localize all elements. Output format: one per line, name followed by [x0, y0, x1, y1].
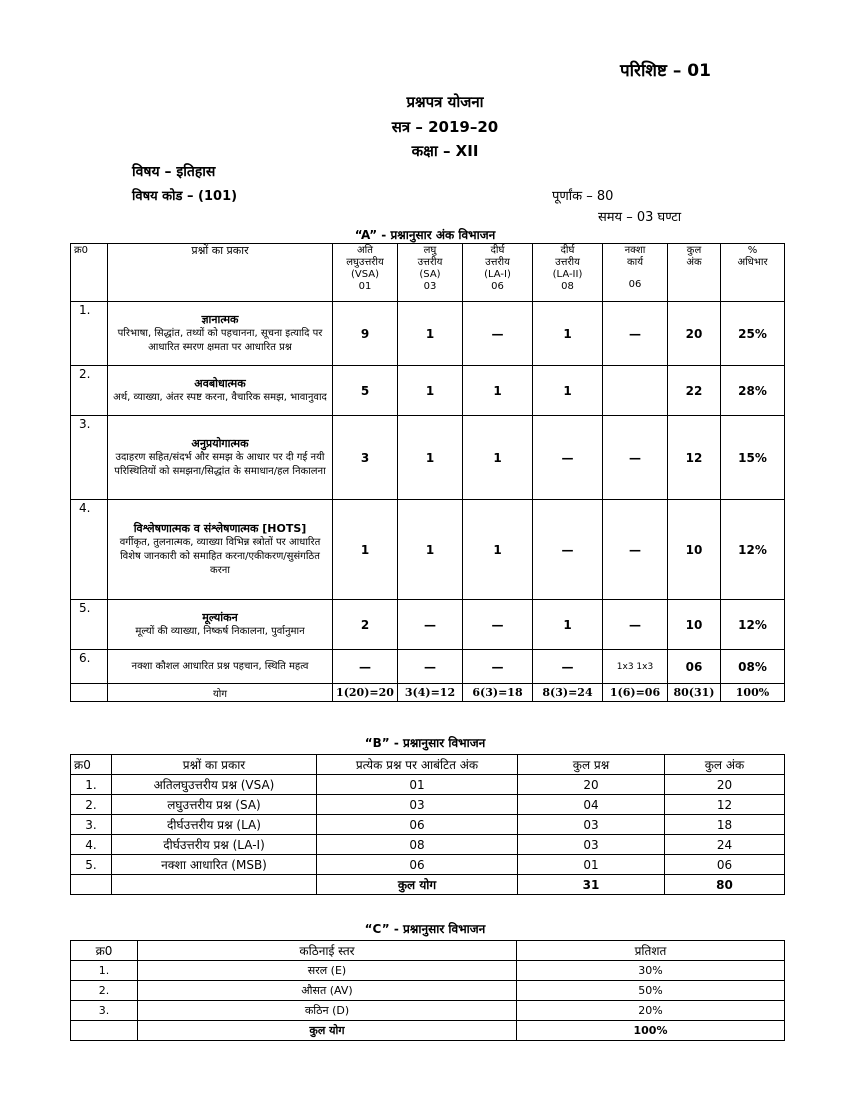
table-row	[71, 1001, 785, 1021]
cell-total: 10	[668, 600, 721, 650]
cell-la2: —	[533, 650, 603, 684]
cell-weightage: 25%	[721, 302, 785, 366]
row-type-title: अनुप्रयोगात्मक	[191, 436, 249, 450]
row-type	[108, 650, 333, 684]
cell-map: —	[603, 302, 668, 366]
subject-code-label: विषय कोड – (101)	[132, 189, 238, 204]
col-total	[668, 244, 721, 302]
section-a-table	[70, 243, 785, 702]
row-count: 03	[518, 815, 665, 835]
col-la1-l3: (LA-I)	[484, 269, 511, 280]
col-total-l2: अंक	[686, 257, 702, 268]
total-label: योग	[108, 684, 333, 702]
cell-la1: —	[463, 600, 533, 650]
table-row	[71, 650, 785, 684]
row-type	[108, 600, 333, 650]
row-type-desc: नक्शा कौशल आधारित प्रश्न पहचान, स्थिति महत्व	[131, 660, 309, 672]
row-sno: 1.	[71, 961, 138, 981]
appendix-label: परिशिष्ट – 01	[620, 61, 711, 81]
row-type	[108, 302, 333, 366]
row-total: 12	[665, 795, 785, 815]
cell-weightage: 08%	[721, 650, 785, 684]
row-total: 24	[665, 835, 785, 855]
cell-vsa: 3	[333, 416, 398, 500]
table-row	[71, 500, 785, 600]
col-vsa-l3: (VSA)	[350, 269, 380, 280]
col-pct-l1: %	[747, 245, 758, 256]
row-sno: 1.	[71, 302, 108, 366]
cell-map: —	[603, 600, 668, 650]
row-type: नक्शा आधारित (MSB)	[112, 855, 317, 875]
row-type-title: अवबोधात्मक	[194, 376, 246, 390]
cell-map: 1x3 1x3	[603, 650, 668, 684]
document-title: प्रश्नपत्र योजना	[406, 93, 484, 111]
row-sno: 5.	[71, 600, 108, 650]
row-sno: 2.	[71, 795, 112, 815]
total-map: 1(6)=06	[603, 684, 668, 702]
col-sno: क्र0	[71, 755, 112, 775]
full-marks-label: पूर्णांक – 80	[552, 189, 614, 204]
col-total-marks: कुल अंक	[665, 755, 785, 775]
cell-la2: —	[533, 500, 603, 600]
row-type: दीर्घउत्तरीय प्रश्न (LA-I)	[112, 835, 317, 855]
table-row	[71, 815, 785, 835]
col-vsa-l1: अति	[357, 245, 373, 256]
row-type	[108, 366, 333, 416]
row-sno: 1.	[71, 775, 112, 795]
section-b-table	[70, 754, 785, 895]
col-sno: क्र0	[71, 941, 138, 961]
table-row	[71, 366, 785, 416]
table-header-row	[71, 941, 785, 961]
col-la2-l3: (LA-II)	[552, 269, 583, 280]
col-total-l1: कुल	[686, 245, 702, 256]
table-row	[71, 600, 785, 650]
cell-map	[603, 366, 668, 416]
cell-sa: 1	[398, 366, 463, 416]
table-row	[71, 775, 785, 795]
col-vsa-l2: लघुउत्तरीय	[346, 257, 384, 268]
row-sno: 2.	[71, 366, 108, 416]
cell-sa: —	[398, 650, 463, 684]
cell-vsa: —	[333, 650, 398, 684]
cell-map: —	[603, 416, 668, 500]
subject-label: विषय – इतिहास	[132, 164, 216, 180]
row-count: 03	[518, 835, 665, 855]
row-count: 20	[518, 775, 665, 795]
row-count: 01	[518, 855, 665, 875]
total-type	[112, 875, 317, 895]
col-la2	[533, 244, 603, 302]
section-b-caption: “B” - प्रश्नानुसार विभाजन	[364, 736, 486, 750]
row-pct: 30%	[517, 961, 785, 981]
col-sno: क्र0	[71, 244, 108, 302]
col-percentage: प्रतिशत	[517, 941, 785, 961]
row-total: 20	[665, 775, 785, 795]
class-label: कक्षा – XII	[411, 142, 479, 160]
total-label: कुल योग	[317, 875, 518, 895]
row-type-desc: मूल्यों की व्याख्या, निष्कर्ष निकालना, पुर्वानुमान	[135, 625, 305, 637]
total-marks: 80(31)	[668, 684, 721, 702]
table-row	[71, 835, 785, 855]
col-map	[603, 244, 668, 302]
total-row	[71, 1021, 785, 1041]
total-vsa: 1(20)=20	[333, 684, 398, 702]
row-type: दीर्घउत्तरीय प्रश्न (LA)	[112, 815, 317, 835]
col-map-l1: नक्शा	[624, 245, 646, 256]
cell-sa: 1	[398, 500, 463, 600]
cell-vsa: 1	[333, 500, 398, 600]
section-c-table	[70, 940, 785, 1041]
cell-la2: 1	[533, 366, 603, 416]
row-type-title: विश्लेषणात्मक व संश्लेषणात्मक [HOTS]	[133, 521, 307, 535]
row-sno: 3.	[71, 1001, 138, 1021]
total-sno	[71, 875, 112, 895]
row-sno: 2.	[71, 981, 138, 1001]
total-la2: 8(3)=24	[533, 684, 603, 702]
col-sa-l1: लघु	[423, 245, 437, 256]
table-header-row	[71, 244, 785, 302]
col-marks-each: प्रत्येक प्रश्न पर आबंटित अंक	[317, 755, 518, 775]
row-marks-each: 06	[317, 855, 518, 875]
col-vsa	[333, 244, 398, 302]
row-type: लघुउत्तरीय प्रश्न (SA)	[112, 795, 317, 815]
table-row	[71, 855, 785, 875]
cell-la1: 1	[463, 416, 533, 500]
col-sa-l4: 03	[423, 281, 437, 292]
col-pct-l2: अधिभार	[737, 257, 768, 268]
cell-la1: —	[463, 302, 533, 366]
row-type	[108, 500, 333, 600]
cell-weightage: 28%	[721, 366, 785, 416]
cell-sa: —	[398, 600, 463, 650]
cell-la1: 1	[463, 500, 533, 600]
row-level: कठिन (D)	[138, 1001, 517, 1021]
row-sno: 6.	[71, 650, 108, 684]
col-la2-l1: दीर्घ	[560, 245, 575, 256]
row-type-title: ज्ञानात्मक	[201, 312, 239, 326]
table-row	[71, 981, 785, 1001]
cell-vsa: 2	[333, 600, 398, 650]
col-la2-l4: 08	[561, 281, 574, 292]
row-total: 18	[665, 815, 785, 835]
row-marks-each: 03	[317, 795, 518, 815]
row-sno: 5.	[71, 855, 112, 875]
cell-total: 10	[668, 500, 721, 600]
row-marks-each: 06	[317, 815, 518, 835]
cell-vsa: 5	[333, 366, 398, 416]
col-vsa-l4: 01	[358, 281, 372, 292]
row-level: औसत (AV)	[138, 981, 517, 1001]
col-sa	[398, 244, 463, 302]
row-pct: 20%	[517, 1001, 785, 1021]
cell-la2: 1	[533, 600, 603, 650]
cell-weightage: 15%	[721, 416, 785, 500]
cell-total: 06	[668, 650, 721, 684]
total-row	[71, 684, 785, 702]
total-sa: 3(4)=12	[398, 684, 463, 702]
row-type: अतिलघुउत्तरीय प्रश्न (VSA)	[112, 775, 317, 795]
row-type	[108, 416, 333, 500]
table-header-row	[71, 755, 785, 775]
section-a-caption: “A” - प्रश्नानुसार अंक विभाजन	[354, 228, 496, 242]
row-sno: 4.	[71, 835, 112, 855]
col-question-type: प्रश्नों का प्रकार	[108, 244, 333, 302]
cell-total: 12	[668, 416, 721, 500]
col-difficulty-level: कठिनाई स्तर	[138, 941, 517, 961]
col-question-count: कुल प्रश्न	[518, 755, 665, 775]
table-row	[71, 302, 785, 366]
cell-total: 20	[668, 302, 721, 366]
total-pct: 100%	[517, 1021, 785, 1041]
col-la1	[463, 244, 533, 302]
row-count: 04	[518, 795, 665, 815]
table-row	[71, 961, 785, 981]
col-sa-l2: उत्तरीय	[417, 257, 443, 268]
cell-map: —	[603, 500, 668, 600]
row-type-desc: वर्गीकृत, तुलनात्मक, व्याख्या विभिन्न स्त्रोतों पर आधारित विशेष जानकारी को समाहित करना/एकीकरण/सुसंगठित करना	[119, 536, 321, 576]
total-weightage: 100%	[721, 684, 785, 702]
row-pct: 50%	[517, 981, 785, 1001]
row-total: 06	[665, 855, 785, 875]
table-row	[71, 416, 785, 500]
cell-la1: —	[463, 650, 533, 684]
cell-total: 22	[668, 366, 721, 416]
total-la1: 6(3)=18	[463, 684, 533, 702]
cell-weightage: 12%	[721, 500, 785, 600]
section-c-caption: “C” - प्रश्नानुसार विभाजन	[364, 922, 486, 936]
row-type-title: मूल्यांकन	[202, 610, 238, 624]
col-map-l2: कार्य	[626, 257, 644, 268]
cell-la2: 1	[533, 302, 603, 366]
col-sa-l3: (SA)	[419, 269, 441, 280]
session-label: सत्र – 2019–20	[391, 118, 499, 136]
total-sno	[71, 1021, 138, 1041]
row-marks-each: 01	[317, 775, 518, 795]
time-label: समय – 03 घण्टा	[598, 210, 682, 225]
total-row	[71, 875, 785, 895]
col-la2-l2: उत्तरीय	[555, 257, 580, 268]
row-type-desc: उदाहरण सहित/संदर्भ और समझ के आधार पर दी गई नयी परिस्थितियों को समझना/सिद्धांत के समाधान/हल निकालना	[114, 451, 326, 477]
total-count: 31	[518, 875, 665, 895]
col-la1-l4: 06	[491, 281, 504, 292]
row-type-desc: परिभाषा, सिद्धांत, तथ्यों को पहचानना, सूचना इत्यादि पर आधारित स्मरण क्षमता पर आधारित प्रश्न	[117, 327, 323, 353]
row-marks-each: 08	[317, 835, 518, 855]
row-sno: 3.	[71, 815, 112, 835]
col-weightage	[721, 244, 785, 302]
cell-la2: —	[533, 416, 603, 500]
col-la1-l2: उत्तरीय	[485, 257, 510, 268]
total-label: कुल योग	[138, 1021, 517, 1041]
col-map-l4: 06	[628, 279, 642, 290]
cell-vsa: 9	[333, 302, 398, 366]
col-question-type: प्रश्नों का प्रकार	[112, 755, 317, 775]
total-sno	[71, 684, 108, 702]
cell-sa: 1	[398, 302, 463, 366]
cell-la1: 1	[463, 366, 533, 416]
total-marks: 80	[665, 875, 785, 895]
row-sno: 3.	[71, 416, 108, 500]
table-row	[71, 795, 785, 815]
cell-sa: 1	[398, 416, 463, 500]
row-type-desc: अर्थ, व्याख्या, अंतर स्पष्ट करना, वैचारिक समझ, भावानुवाद	[113, 391, 327, 403]
row-sno: 4.	[71, 500, 108, 600]
row-level: सरल (E)	[138, 961, 517, 981]
cell-weightage: 12%	[721, 600, 785, 650]
col-la1-l1: दीर्घ	[490, 245, 505, 256]
